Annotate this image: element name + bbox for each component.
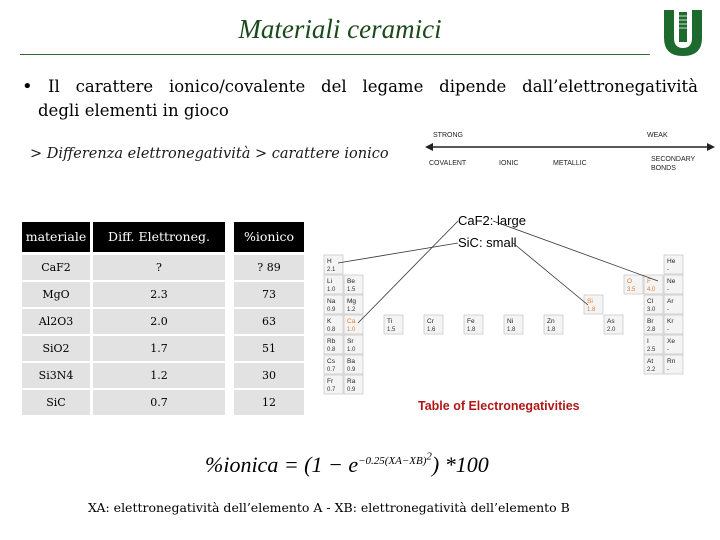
element-symbol: O xyxy=(627,278,633,285)
element-symbol: Li xyxy=(327,278,333,285)
element-cell xyxy=(644,335,663,354)
element-symbol: F xyxy=(647,278,651,285)
cell-ionic: ? 89 xyxy=(234,255,304,280)
element-value: 1.0 xyxy=(327,287,336,293)
page-title: Materiali ceramici xyxy=(238,14,442,44)
element-cell xyxy=(624,275,643,294)
header-diff: Diff. Elettroneg. xyxy=(93,222,225,252)
bonds-label: BONDS xyxy=(651,165,676,172)
strong-label: STRONG xyxy=(433,132,463,139)
element-cell xyxy=(324,275,343,294)
table-header-row xyxy=(22,222,304,252)
element-symbol: Fr xyxy=(327,378,334,385)
table-row xyxy=(22,309,304,334)
element-cell xyxy=(384,315,403,334)
element-symbol: Cl xyxy=(647,298,654,305)
element-value: 0.9 xyxy=(347,387,356,393)
element-value: - xyxy=(667,287,669,293)
element-value: 1.6 xyxy=(427,327,436,333)
cell-ionic: 73 xyxy=(234,282,304,307)
element-cell xyxy=(324,295,343,314)
element-value: 3.5 xyxy=(627,287,636,293)
cell-ionic: 30 xyxy=(234,363,304,388)
element-symbol: Zn xyxy=(547,318,555,325)
ionic-formula xyxy=(205,450,489,478)
element-symbol: Si xyxy=(587,298,593,305)
element-symbol: Rb xyxy=(327,338,336,345)
element-value: 1.5 xyxy=(387,327,396,333)
electronegativity-table-image xyxy=(318,205,710,415)
cell-ionic: 51 xyxy=(234,336,304,361)
label-sic: SiC: small xyxy=(458,235,517,250)
element-value: 1.8 xyxy=(547,327,556,333)
cell-ionic: 12 xyxy=(234,390,304,415)
element-cell xyxy=(344,355,363,374)
element-value: 4.0 xyxy=(647,287,656,293)
element-cell xyxy=(324,375,343,394)
element-value: 1.5 xyxy=(347,287,356,293)
element-cell xyxy=(664,295,683,314)
element-value: 1.8 xyxy=(467,327,476,333)
bullet-line-1: Il carattere ionico/covalente del legame dipende dall’elettronegatività xyxy=(48,77,698,96)
double-arrow-icon xyxy=(425,142,715,152)
element-value: 1.8 xyxy=(587,307,596,313)
element-symbol: Xe xyxy=(667,338,675,345)
element-symbol: H xyxy=(327,258,332,265)
header-ionico: %ionico xyxy=(234,222,304,252)
element-value: 0.8 xyxy=(327,347,336,353)
table-row xyxy=(22,282,304,307)
element-symbol: Kr xyxy=(667,318,674,325)
element-cell xyxy=(664,315,683,334)
cell-material: Si3N4 xyxy=(22,363,90,388)
element-value: 0.9 xyxy=(327,307,336,313)
element-symbol: Rn xyxy=(667,358,676,365)
table-row xyxy=(22,336,304,361)
element-symbol: K xyxy=(327,318,332,325)
element-symbol: Cr xyxy=(427,318,434,325)
element-value: 2.5 xyxy=(647,347,656,353)
element-value: 0.8 xyxy=(327,327,336,333)
element-cell xyxy=(344,315,363,334)
element-symbol: Mg xyxy=(347,298,357,305)
label-caf2: CaF2: large xyxy=(458,213,526,228)
leader-line xyxy=(358,221,458,323)
element-symbol: Be xyxy=(347,278,355,285)
element-value: 1.0 xyxy=(347,347,356,353)
element-cell xyxy=(464,315,483,334)
ionic-character-table xyxy=(22,222,304,417)
cell-material: SiC xyxy=(22,390,90,415)
element-symbol: Ra xyxy=(347,378,356,385)
element-cell xyxy=(344,275,363,294)
covalent-label: COVALENT xyxy=(429,160,467,167)
footnote: XA: elettronegatività dell’elemento A - XB: elettronegatività dell’elemento B xyxy=(88,500,570,515)
element-value: 1.0 xyxy=(347,327,356,333)
cell-diff: 2.0 xyxy=(93,309,225,334)
cell-material: Al2O3 xyxy=(22,309,90,334)
element-cell xyxy=(324,355,343,374)
formula-rhs: ) *100 xyxy=(431,451,489,477)
weak-label: WEAK xyxy=(647,132,668,139)
element-symbol: Ti xyxy=(387,318,393,325)
table-row xyxy=(22,390,304,415)
cell-diff: 1.2 xyxy=(93,363,225,388)
element-value: - xyxy=(667,347,669,353)
element-symbol: Ca xyxy=(347,318,356,325)
element-cell xyxy=(644,275,663,294)
element-symbol: Ni xyxy=(507,318,514,325)
element-cell xyxy=(504,315,523,334)
cell-material: SiO2 xyxy=(22,336,90,361)
formula-exponent: −0.25(XA−XB) xyxy=(358,454,427,467)
element-value: 0.7 xyxy=(327,387,336,393)
element-symbol: He xyxy=(667,258,676,265)
bullet-line-2: degli elementi in gioco xyxy=(38,101,229,120)
element-symbol: Ar xyxy=(667,298,674,305)
element-cell xyxy=(324,335,343,354)
cell-ionic: 63 xyxy=(234,309,304,334)
formula-lhs: %ionica = (1 − e xyxy=(205,451,359,477)
element-symbol: Fe xyxy=(467,318,475,325)
element-value: 2.0 xyxy=(607,327,616,333)
element-cell xyxy=(344,295,363,314)
element-symbol: Cs xyxy=(327,358,335,365)
bond-strength-scale xyxy=(425,128,715,178)
element-cell xyxy=(664,335,683,354)
secondary-label: SECONDARY xyxy=(651,156,696,163)
leader-line xyxy=(493,221,658,281)
element-value: - xyxy=(667,327,669,333)
formula-square: 2 xyxy=(426,450,432,462)
cell-diff: 1.7 xyxy=(93,336,225,361)
element-value: 2.8 xyxy=(647,327,656,333)
bullet-icon: • xyxy=(22,76,33,97)
element-value: - xyxy=(667,267,669,273)
element-cell xyxy=(644,355,663,374)
element-value: - xyxy=(667,307,669,313)
element-cell xyxy=(324,315,343,334)
cell-diff: 0.7 xyxy=(93,390,225,415)
cell-material: CaF2 xyxy=(22,255,90,280)
leader-line xyxy=(513,243,588,305)
table-body xyxy=(22,255,304,415)
cell-diff: 2.3 xyxy=(93,282,225,307)
header-materiale: materiale xyxy=(22,222,90,252)
element-symbol: As xyxy=(607,318,615,325)
ionic-label: IONIC xyxy=(499,160,519,167)
periodic-table-svg xyxy=(318,205,710,415)
element-symbol: Sr xyxy=(347,338,354,345)
element-cell xyxy=(644,295,663,314)
subtitle: > Differenza elettronegatività > carattere ionico xyxy=(30,146,389,162)
element-value: 1.8 xyxy=(507,327,516,333)
element-value: 1.2 xyxy=(347,307,356,313)
university-logo xyxy=(660,8,706,56)
element-cell xyxy=(664,275,683,294)
cell-diff: ? xyxy=(93,255,225,280)
table-row xyxy=(22,255,304,280)
element-cell xyxy=(644,315,663,334)
element-cell xyxy=(424,315,443,334)
element-cell xyxy=(344,375,363,394)
element-symbol: Ne xyxy=(667,278,676,285)
title-divider xyxy=(20,54,650,55)
element-value: 0.9 xyxy=(347,367,356,373)
element-value: 2.2 xyxy=(647,367,656,373)
element-symbol: I xyxy=(647,338,649,345)
element-symbol: Br xyxy=(647,318,654,325)
element-value: 3.0 xyxy=(647,307,656,313)
element-symbol: Na xyxy=(327,298,336,305)
element-cell xyxy=(544,315,563,334)
element-value: - xyxy=(667,367,669,373)
element-cell xyxy=(324,255,343,274)
table-row xyxy=(22,363,304,388)
element-cell xyxy=(604,315,623,334)
element-symbol: At xyxy=(647,358,654,365)
table-caption: Table of Electronegativities xyxy=(418,399,580,413)
metallic-label: METALLIC xyxy=(553,160,587,167)
element-value: 0.7 xyxy=(327,367,336,373)
element-cell xyxy=(664,355,683,374)
element-cell xyxy=(664,255,683,274)
leader-line xyxy=(338,243,458,263)
element-symbol: Ba xyxy=(347,358,355,365)
cell-material: MgO xyxy=(22,282,90,307)
element-value: 2.1 xyxy=(327,267,336,273)
element-cell xyxy=(344,335,363,354)
